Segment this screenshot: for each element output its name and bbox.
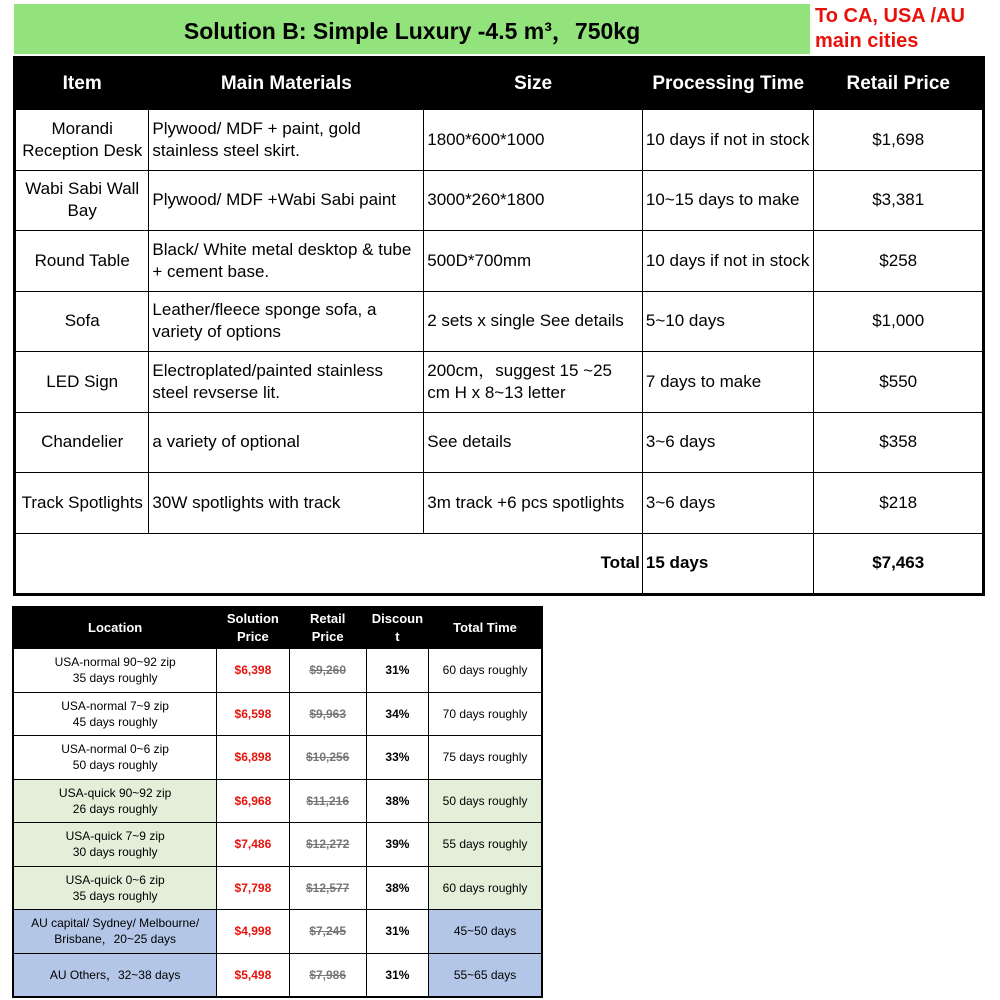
shipping-location-line-1: USA-normal 7~9 zip — [61, 698, 169, 713]
shipping-location-line-1: AU Others，32~38 days — [49, 967, 181, 982]
item-materials: Black/ White metal desktop & tube + cement base. — [149, 231, 424, 292]
shipping-location-line-1: USA-normal 90~92 zip — [54, 655, 176, 670]
shipping-discount: 34% — [366, 692, 428, 736]
item-processing-time: 10 days if not in stock — [642, 231, 814, 292]
shipping-location — [13, 692, 217, 736]
item-processing-time: 3~6 days — [642, 473, 814, 534]
item-row — [15, 231, 984, 292]
item-name: Chandelier — [15, 412, 149, 473]
shipping-location — [13, 823, 217, 867]
shipping-location — [13, 649, 217, 693]
item-row — [15, 412, 984, 473]
item-materials: Plywood/ MDF + paint, gold stainless steel skirt. — [149, 110, 424, 171]
solution-title: Solution B: Simple Luxury -4.5 m³，750kg — [183, 17, 641, 44]
shipping-discount: 31% — [366, 649, 428, 693]
shipping-retail-price: $9,260 — [289, 649, 366, 693]
shipping-solution-price: $7,486 — [217, 823, 289, 867]
shipping-discount: 38% — [366, 779, 428, 823]
item-processing-time: 5~10 days — [642, 291, 814, 352]
item-name: Morandi Reception Desk — [15, 110, 149, 171]
shipping-total-time: 55 days roughly — [429, 823, 542, 867]
item-row — [15, 110, 984, 171]
item-processing-time: 3~6 days — [642, 412, 814, 473]
shipping-row — [13, 910, 542, 954]
item-retail-price: $358 — [814, 412, 984, 473]
shipping-location — [13, 736, 217, 780]
shipping-location — [13, 779, 217, 823]
item-processing-time: 10~15 days to make — [642, 170, 814, 231]
item-row — [15, 473, 984, 534]
shipping-retail-price: $7,245 — [289, 910, 366, 954]
shipping-total-time: 50 days roughly — [429, 779, 542, 823]
shipping-location-line-2: 45 days roughly — [72, 714, 158, 729]
shipping-retail-price: $11,216 — [289, 779, 366, 823]
item-row — [15, 170, 984, 231]
shipping-location-line-1: USA-quick 7~9 zip — [65, 829, 165, 844]
destination-note — [815, 4, 995, 54]
shipping-solution-price: $6,968 — [217, 779, 289, 823]
shipping-location-line-1: USA-quick 90~92 zip — [58, 785, 172, 800]
shipping-location-line-1: USA-quick 0~6 zip — [65, 872, 165, 887]
shipping-location — [13, 866, 217, 910]
shipping-row — [13, 779, 542, 823]
shipping-solution-price: $7,798 — [217, 866, 289, 910]
item-retail-price: $1,698 — [814, 110, 984, 171]
shipping-retail-price: $12,577 — [289, 866, 366, 910]
item-materials: a variety of optional — [149, 412, 424, 473]
header-size: Size — [424, 58, 643, 110]
shipping-solution-price: $4,998 — [217, 910, 289, 954]
header-solution-price: Solution Price — [217, 607, 289, 649]
item-name: Wabi Sabi Wall Bay — [15, 170, 149, 231]
total-price: $7,463 — [814, 533, 984, 595]
item-size: See details — [424, 412, 643, 473]
shipping-total-time: 60 days roughly — [429, 649, 542, 693]
header-processing-time: Processing Time — [642, 58, 814, 110]
item-size: 500D*700mm — [424, 231, 643, 292]
item-retail-price: $1,000 — [814, 291, 984, 352]
header-item: Item — [15, 58, 149, 110]
items-table — [13, 56, 985, 596]
total-label: Total — [15, 533, 643, 595]
shipping-solution-price: $5,498 — [217, 953, 289, 997]
item-retail-price: $258 — [814, 231, 984, 292]
header-materials: Main Materials — [149, 58, 424, 110]
item-row — [15, 291, 984, 352]
shipping-discount: 39% — [366, 823, 428, 867]
shipping-location — [13, 953, 217, 997]
shipping-retail-price: $7,986 — [289, 953, 366, 997]
shipping-retail-price: $9,963 — [289, 692, 366, 736]
shipping-discount: 31% — [366, 910, 428, 954]
item-name: LED Sign — [15, 352, 149, 413]
item-name: Sofa — [15, 291, 149, 352]
shipping-row — [13, 823, 542, 867]
item-name: Track Spotlights — [15, 473, 149, 534]
item-materials: Leather/fleece sponge sofa, a variety of options — [149, 291, 424, 352]
header-retail-price: Retail Price — [814, 58, 984, 110]
shipping-solution-price: $6,898 — [217, 736, 289, 780]
destination-line-1: To CA, USA /AU — [815, 5, 965, 27]
shipping-location-line-2: 35 days roughly — [72, 888, 158, 903]
item-processing-time: 7 days to make — [642, 352, 814, 413]
shipping-retail-price: $12,272 — [289, 823, 366, 867]
total-time: 15 days — [642, 533, 814, 595]
shipping-discount: 38% — [366, 866, 428, 910]
item-processing-time: 10 days if not in stock — [642, 110, 814, 171]
solution-banner — [14, 4, 810, 54]
shipping-location-line-2: 30 days roughly — [72, 845, 158, 860]
item-row — [15, 352, 984, 413]
shipping-total-time: 55~65 days — [429, 953, 542, 997]
shipping-discount: 33% — [366, 736, 428, 780]
shipping-row — [13, 866, 542, 910]
shipping-total-time: 45~50 days — [429, 910, 542, 954]
shipping-row — [13, 953, 542, 997]
destination-line-2: main cities — [815, 30, 919, 52]
header-location: Location — [13, 607, 217, 649]
item-retail-price: $218 — [814, 473, 984, 534]
shipping-total-time: 70 days roughly — [429, 692, 542, 736]
header-retail-price-2: Retail Price — [289, 607, 366, 649]
shipping-row — [13, 736, 542, 780]
shipping-discount: 31% — [366, 953, 428, 997]
shipping-table-header — [13, 607, 542, 649]
shipping-location-line-2: 26 days roughly — [72, 801, 158, 816]
header-discount: Discount — [366, 607, 428, 649]
item-materials: Plywood/ MDF +Wabi Sabi paint — [149, 170, 424, 231]
item-retail-price: $3,381 — [814, 170, 984, 231]
total-row — [15, 533, 984, 595]
items-table-header — [15, 58, 984, 110]
header-total-time: Total Time — [429, 607, 542, 649]
shipping-table — [12, 606, 543, 998]
shipping-total-time: 75 days roughly — [429, 736, 542, 780]
item-size: 3000*260*1800 — [424, 170, 643, 231]
item-retail-price: $550 — [814, 352, 984, 413]
shipping-location — [13, 910, 217, 954]
shipping-location-line-2: 35 days roughly — [72, 671, 158, 686]
shipping-location-line-2: 50 days roughly — [72, 758, 158, 773]
shipping-location-line-2: Brisbane，20~25 days — [54, 932, 176, 947]
shipping-location-line-1: USA-normal 0~6 zip — [61, 742, 169, 757]
item-materials: Electroplated/painted stainless steel revserse lit. — [149, 352, 424, 413]
item-size: 3m track +6 pcs spotlights — [424, 473, 643, 534]
item-size: 2 sets x single See details — [424, 291, 643, 352]
shipping-total-time: 60 days roughly — [429, 866, 542, 910]
shipping-row — [13, 649, 542, 693]
item-materials: 30W spotlights with track — [149, 473, 424, 534]
shipping-row — [13, 692, 542, 736]
shipping-solution-price: $6,598 — [217, 692, 289, 736]
shipping-retail-price: $10,256 — [289, 736, 366, 780]
item-name: Round Table — [15, 231, 149, 292]
shipping-solution-price: $6,398 — [217, 649, 289, 693]
item-size: 1800*600*1000 — [424, 110, 643, 171]
shipping-location-line-1: AU capital/ Sydney/ Melbourne/ — [31, 916, 200, 931]
item-size: 200cm，suggest 15 ~25 cm H x 8~13 letter — [424, 352, 643, 413]
